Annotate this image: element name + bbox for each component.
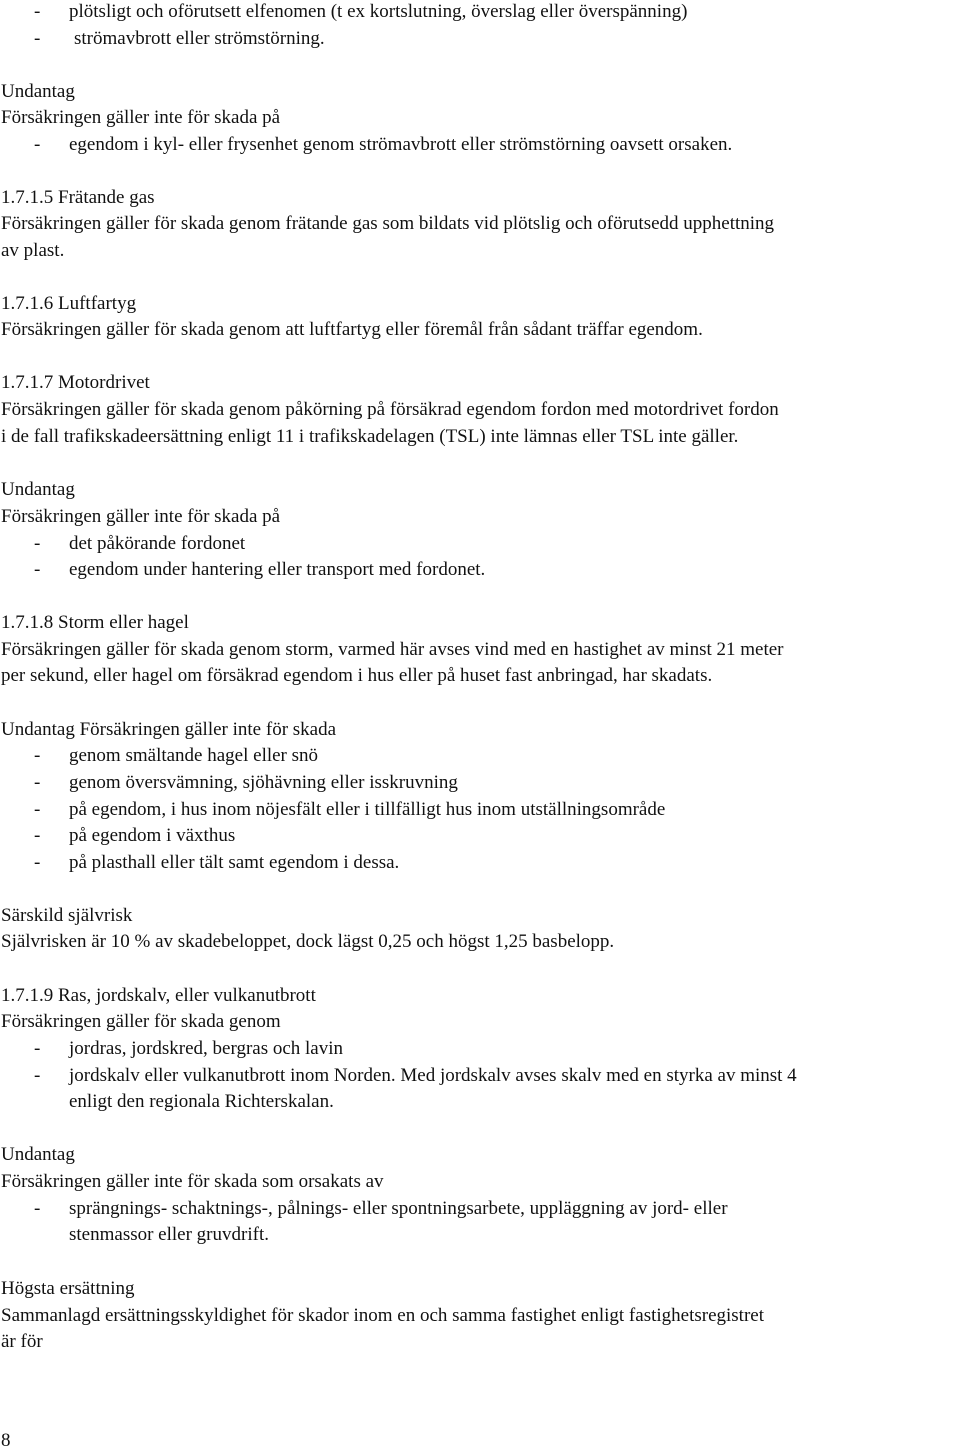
max-label: Högsta ersättning [1,1278,135,1299]
paragraph-line: Försäkringen gäller för skada genom frätande gas som bildats vid plötslig och oförutsedd upphettning [1,213,775,234]
dash: - [34,1,41,22]
list-item-continuation: stenmassor eller gruvdrift. [69,1224,269,1245]
exception-label: Undantag [1,81,75,102]
list-item: genom smältande hagel eller snö [69,745,319,766]
paragraph-line: Försäkringen gäller för skada genom att luftfartyg eller föremål från sådant träffar egendom. [1,319,703,340]
dash: - [34,134,41,155]
max-text: Sammanlagd ersättningsskyldighet för skador inom en och samma fastighet enligt fastighetsregistret [1,1305,764,1326]
dash: - [34,799,41,820]
exception-label: Undantag [1,1144,75,1165]
max-text: är för [1,1331,43,1352]
exception-intro: Försäkringen gäller inte för skada på [1,506,281,527]
list-item: egendom under hantering eller transport med fordonet. [69,559,486,580]
list-item: på egendom i växthus [69,825,236,846]
deductible-text: Självrisken är 10 % av skadebeloppet, dock lägst 0,25 och högst 1,25 basbelopp. [1,931,615,952]
section-heading: 1.7.1.7 Motordrivet [1,372,150,393]
list-item: på plasthall eller tält samt egendom i dessa. [69,852,400,873]
dash: - [34,1065,41,1086]
dash: - [34,533,41,554]
dash: - [34,1038,41,1059]
paragraph-line: Försäkringen gäller för skada genom storm, varmed här avses vind med en hastighet av minst 21 meter [1,639,784,660]
paragraph-line: av plast. [1,240,65,261]
section-heading: 1.7.1.8 Storm eller hagel [1,612,189,633]
list-item: strömavbrott eller strömstörning. [74,28,325,49]
dash: - [34,745,41,766]
dash: - [34,772,41,793]
list-item: det påkörande fordonet [69,533,246,554]
paragraph-line: Försäkringen gäller för skada genom påkörning på försäkrad egendom fordon med motordrivet fordon [1,399,779,420]
paragraph-line: per sekund, eller hagel om försäkrad egendom i hus eller på huset fast anbringad, har skadats. [1,665,713,686]
dash: - [34,1198,41,1219]
page-number: 8 [1,1430,11,1451]
exception-intro: Försäkringen gäller inte för skada som orsakats av [1,1171,384,1192]
list-item: egendom i kyl- eller frysenhet genom strömavbrott eller strömstörning oavsett orsaken. [69,134,733,155]
list-item: sprängnings- schaktnings-, pålnings- eller spontningsarbete, uppläggning av jord- eller [69,1198,728,1219]
exception-line: Undantag Försäkringen gäller inte för skada [1,719,337,740]
deductible-label: Särskild självrisk [1,905,133,926]
section-heading: 1.7.1.5 Frätande gas [1,187,155,208]
list-item: jordskalv eller vulkanutbrott inom Norden. Med jordskalv avses skalv med en styrka av minst 4 [69,1065,797,1086]
list-item-continuation: enligt den regionala Richterskalan. [69,1091,334,1112]
dash: - [34,28,41,49]
paragraph-line: Försäkringen gäller för skada genom [1,1011,281,1032]
dash: - [34,825,41,846]
list-item: plötsligt och oförutsett elfenomen (t ex kortslutning, överslag eller överspänning) [69,1,688,22]
paragraph-line: i de fall trafikskadeersättning enligt 11 i trafikskadelagen (TSL) inte lämnas eller TSL inte gäller. [1,426,739,447]
list-item: genom översvämning, sjöhävning eller isskruvning [69,772,458,793]
list-item: jordras, jordskred, bergras och lavin [69,1038,344,1059]
exception-label: Undantag [1,479,75,500]
section-heading: 1.7.1.6 Luftfartyg [1,293,137,314]
dash: - [34,852,41,873]
dash: - [34,559,41,580]
section-heading: 1.7.1.9 Ras, jordskalv, eller vulkanutbrott [1,985,316,1006]
exception-intro: Försäkringen gäller inte för skada på [1,107,281,128]
list-item: på egendom, i hus inom nöjesfält eller i tillfälligt hus inom utställningsområde [69,799,666,820]
